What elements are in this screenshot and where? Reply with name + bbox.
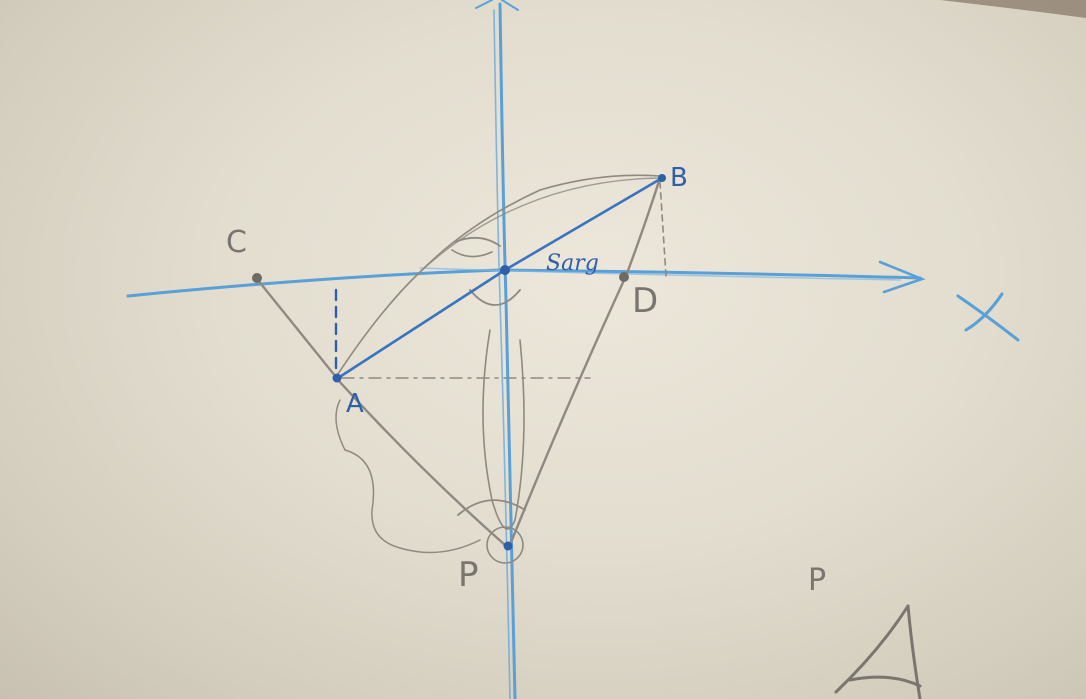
x-axis-label: X [1040, 330, 1041, 331]
point-d [619, 272, 629, 282]
corner-marks [808, 563, 920, 699]
point-labels [226, 163, 688, 595]
y-axis [476, 0, 518, 699]
point-c [252, 273, 262, 283]
point-a [333, 374, 342, 383]
corner-mark-large-glyph [836, 606, 920, 699]
label-d: D [632, 281, 659, 321]
label-a: A [346, 389, 364, 419]
point-b [658, 174, 666, 182]
angle-note: Sarg [546, 251, 599, 276]
label-p: P [458, 555, 479, 595]
x-axis [128, 262, 922, 296]
label-b: B [670, 163, 688, 193]
pencil-construction [257, 175, 660, 563]
points [252, 174, 666, 551]
point-origin [500, 265, 510, 275]
x-axis-label-glyph [958, 294, 1018, 340]
page-edge-shadow [940, 0, 1086, 18]
point-p [504, 542, 513, 551]
corner-mark-small: P [808, 563, 827, 598]
label-c: C [226, 225, 247, 260]
